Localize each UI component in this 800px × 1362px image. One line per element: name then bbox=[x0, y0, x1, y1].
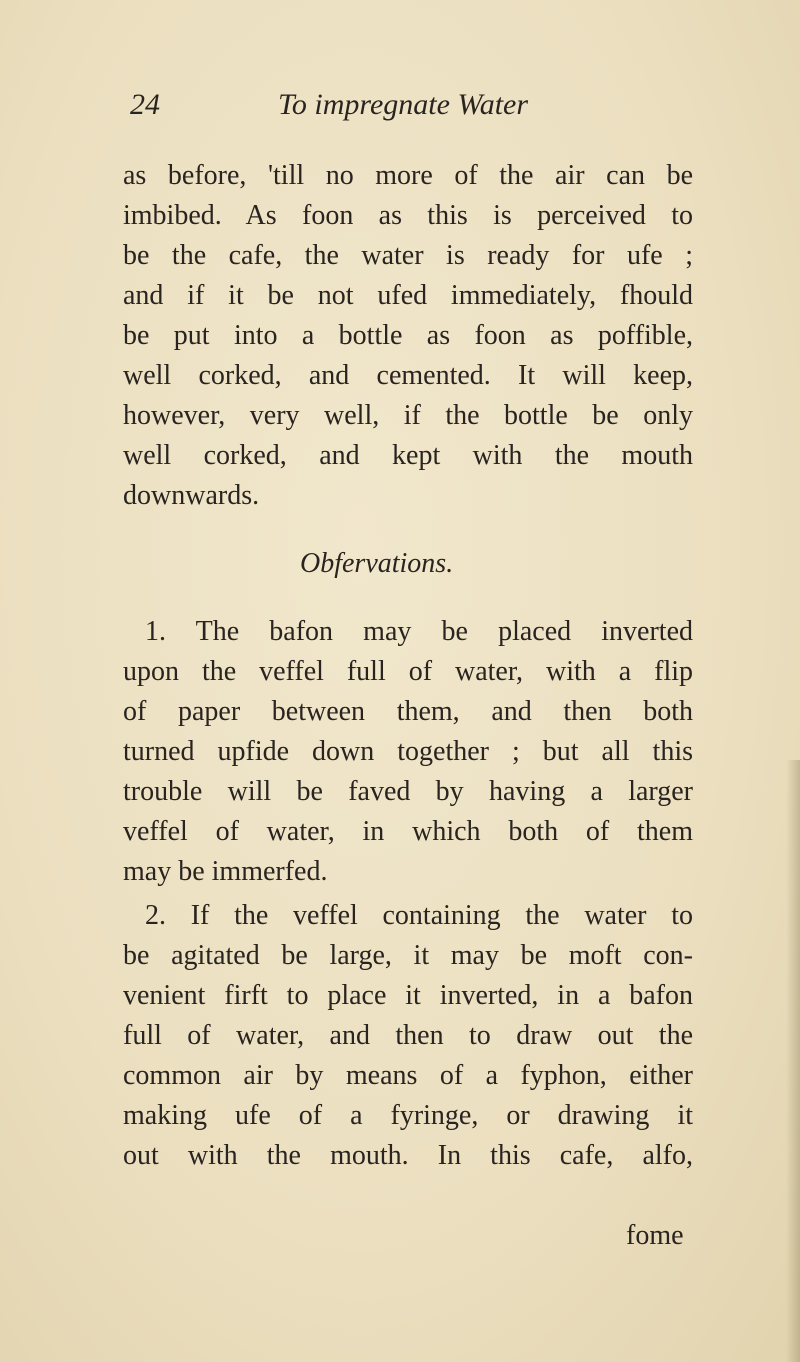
text-line: 2. If the veffel containing the water to bbox=[145, 900, 693, 931]
text-line: be agitated be large, it may be moft con- bbox=[123, 940, 693, 971]
running-title: To impregnate Water bbox=[278, 88, 529, 121]
text-line: venient firft to place it inverted, in a bafon bbox=[123, 980, 693, 1011]
text-line: common air by means of a fyphon, either bbox=[123, 1060, 693, 1091]
catchword: fome bbox=[626, 1220, 684, 1251]
text-line: making ufe of a fyringe, or drawing it bbox=[123, 1100, 693, 1131]
text-line: be the cafe, the water is ready for ufe ; bbox=[123, 240, 693, 271]
section-heading: Obfervations. bbox=[300, 548, 454, 579]
text-line: and if it be not ufed immediately, fhould bbox=[123, 280, 693, 311]
text-line: imbibed. As foon as this is perceived to bbox=[123, 200, 693, 231]
text-line: downwards. bbox=[123, 480, 260, 511]
text-line: veffel of water, in which both of them bbox=[123, 816, 693, 847]
text-line: turned upfide down together ; but all this bbox=[123, 736, 693, 767]
text-line: well corked, and kept with the mouth bbox=[123, 440, 693, 471]
text-line: as before, 'till no more of the air can be bbox=[123, 160, 693, 191]
text-line: however, very well, if the bottle be only bbox=[123, 400, 693, 431]
text-line: of paper between them, and then both bbox=[123, 696, 693, 727]
text-line: upon the veffel full of water, with a flip bbox=[123, 656, 693, 687]
text-line: trouble will be faved by having a larger bbox=[123, 776, 693, 807]
text-line: well corked, and cemented. It will keep, bbox=[123, 360, 693, 391]
text-line: be put into a bottle as foon as poffible, bbox=[123, 320, 693, 351]
running-head bbox=[130, 88, 690, 132]
page-edge-shadow bbox=[786, 760, 800, 1362]
text-line: full of water, and then to draw out the bbox=[123, 1020, 693, 1051]
page-number: 24 bbox=[130, 88, 160, 121]
text-line: may be immerfed. bbox=[123, 856, 328, 887]
text-line: 1. The bafon may be placed inverted bbox=[145, 616, 693, 647]
text-line: out with the mouth. In this cafe, alfo, bbox=[123, 1140, 693, 1171]
